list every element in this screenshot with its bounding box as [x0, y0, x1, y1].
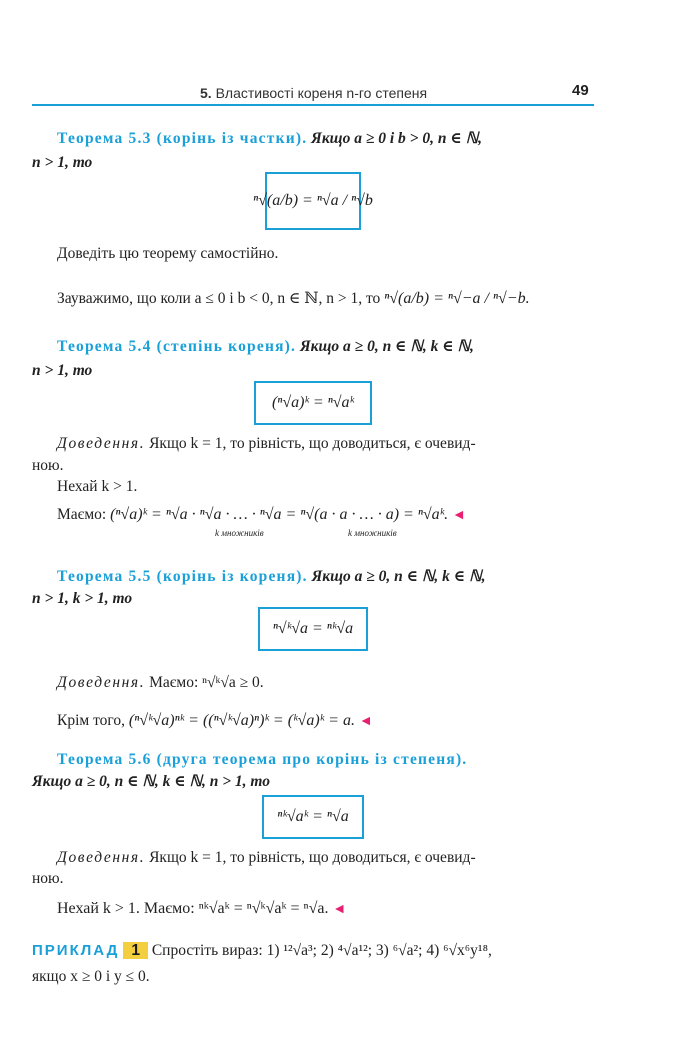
- example-1-task: Спростіть вираз: 1) ¹²√a³; 2) ⁴√a¹²; 3) ⁶√a²; 4) ⁶√x⁶y¹⁸,: [151, 942, 492, 959]
- theorem-5-6-title-text: Теорема 5.6 (друга теорема про корінь із степеня).: [57, 751, 468, 768]
- proof-5-5-line-1: [57, 672, 264, 694]
- proof-5-5-besides-label: Крім того,: [57, 712, 125, 729]
- proof-5-5-line-2: [57, 710, 373, 733]
- proof-5-4-formula: (ⁿ√a)ᵏ = ⁿ√a · ⁿ√a · … · ⁿ√a = ⁿ√(a · a · … · a) = ⁿ√aᵏ.: [110, 506, 449, 523]
- page-number: 49: [572, 82, 589, 99]
- end-of-proof-marker: ◄: [358, 714, 373, 729]
- remark: [57, 288, 530, 310]
- theorem-5-4-statement: [57, 336, 474, 358]
- proof-5-6-line-1: [57, 847, 476, 869]
- proof-5-5-formula: (ⁿ√ᵏ√a)ⁿᵏ = ((ⁿ√ᵏ√a)ⁿ)ᵏ = (ᵏ√a)ᵏ = a.: [128, 712, 355, 729]
- proof-5-4-have-label: Маємо:: [57, 506, 107, 523]
- remark-formula: ⁿ√(a/b) = ⁿ√−a / ⁿ√−b.: [384, 290, 530, 307]
- theorem-5-3-formula: ⁿ√(a/b) = ⁿ√a / ⁿ√b: [253, 192, 373, 209]
- theorem-5-5-condition-cont: n > 1, k > 1, то: [32, 590, 133, 607]
- proof-5-6-line-3: [57, 898, 346, 921]
- proof-5-4-text-2: ною.: [32, 457, 64, 474]
- theorem-5-5-formula-box: [258, 607, 368, 651]
- theorem-5-6-formula-box: [262, 795, 364, 839]
- header-rule: [32, 104, 594, 106]
- theorem-5-5-statement: [57, 566, 485, 588]
- proof-5-4-text-4: [57, 504, 466, 527]
- theorem-5-3-formula-box: [253, 172, 373, 230]
- example-1-line-2: якщо x ≥ 0 і y ≤ 0.: [32, 968, 150, 985]
- proof-5-6-text-1: Якщо k = 1, то рівність, що доводиться, є очевид-: [149, 849, 476, 866]
- theorem-5-3-condition: Якщо a ≥ 0 і b > 0, n ∈ ℕ,: [311, 130, 482, 147]
- theorem-5-3-title: Теорема 5.3 (корінь із частки).: [57, 130, 308, 147]
- theorem-5-5-condition: Якщо a ≥ 0, n ∈ ℕ, k ∈ ℕ,: [311, 568, 486, 585]
- proof-5-4-text-3: Нехай k > 1.: [57, 478, 138, 495]
- proof-5-4-line-1: [57, 433, 476, 455]
- proof-5-6-text-3: Нехай k > 1. Маємо: ⁿᵏ√aᵏ = ⁿ√ᵏ√aᵏ = ⁿ√a.: [57, 900, 329, 917]
- example-1-line-1: [32, 940, 492, 962]
- theorem-5-4-condition-cont: n > 1, то: [32, 362, 93, 379]
- proof-5-4-text-1: Якщо k = 1, то рівність, що доводиться, є очевид-: [149, 435, 476, 452]
- theorem-5-4-formula: (ⁿ√a)ᵏ = ⁿ√aᵏ: [271, 394, 355, 411]
- running-header: [200, 85, 427, 101]
- underbrace-label-2: k множників: [348, 528, 397, 538]
- underbrace-label-1: k множників: [215, 528, 264, 538]
- proof-5-6-label: Доведення.: [57, 849, 146, 866]
- theorem-5-3-statement: [57, 128, 482, 150]
- theorem-5-4-title: Теорема 5.4 (степінь кореня).: [57, 338, 297, 355]
- theorem-5-4-condition: Якщо a ≥ 0, n ∈ ℕ, k ∈ ℕ,: [299, 338, 474, 355]
- example-number-badge: 1: [123, 942, 148, 959]
- theorem-5-5-formula: ⁿ√ᵏ√a = ⁿᵏ√a: [272, 620, 354, 637]
- theorem-5-6-title: [57, 749, 467, 771]
- proof-5-6-text-2: ною.: [32, 870, 64, 887]
- chapter-title: Властивості кореня n-го степеня: [215, 85, 428, 101]
- theorem-5-6-condition: Якщо a ≥ 0, n ∈ ℕ, k ∈ ℕ, n > 1, то: [32, 773, 271, 790]
- proof-5-5-label: Доведення.: [57, 674, 146, 691]
- chapter-number: 5.: [200, 85, 212, 101]
- example-label: ПРИКЛАД: [32, 942, 120, 959]
- theorem-5-3-condition-cont: n > 1, то: [32, 154, 93, 171]
- remark-text: Зауважимо, що коли a ≤ 0 і b < 0, n ∈ ℕ, n > 1, то: [57, 290, 381, 307]
- prove-yourself-text: Доведіть цю теорему самостійно.: [57, 245, 279, 262]
- end-of-proof-marker: ◄: [332, 902, 347, 917]
- proof-5-5-text-1: Маємо: ⁿ√ᵏ√a ≥ 0.: [149, 674, 264, 691]
- theorem-5-5-title: Теорема 5.5 (корінь із кореня).: [57, 568, 308, 585]
- end-of-proof-marker: ◄: [452, 508, 466, 523]
- theorem-5-6-formula: ⁿᵏ√aᵏ = ⁿ√a: [277, 808, 349, 825]
- theorem-5-4-formula-box: [254, 381, 372, 425]
- proof-5-4-label: Доведення.: [57, 435, 146, 452]
